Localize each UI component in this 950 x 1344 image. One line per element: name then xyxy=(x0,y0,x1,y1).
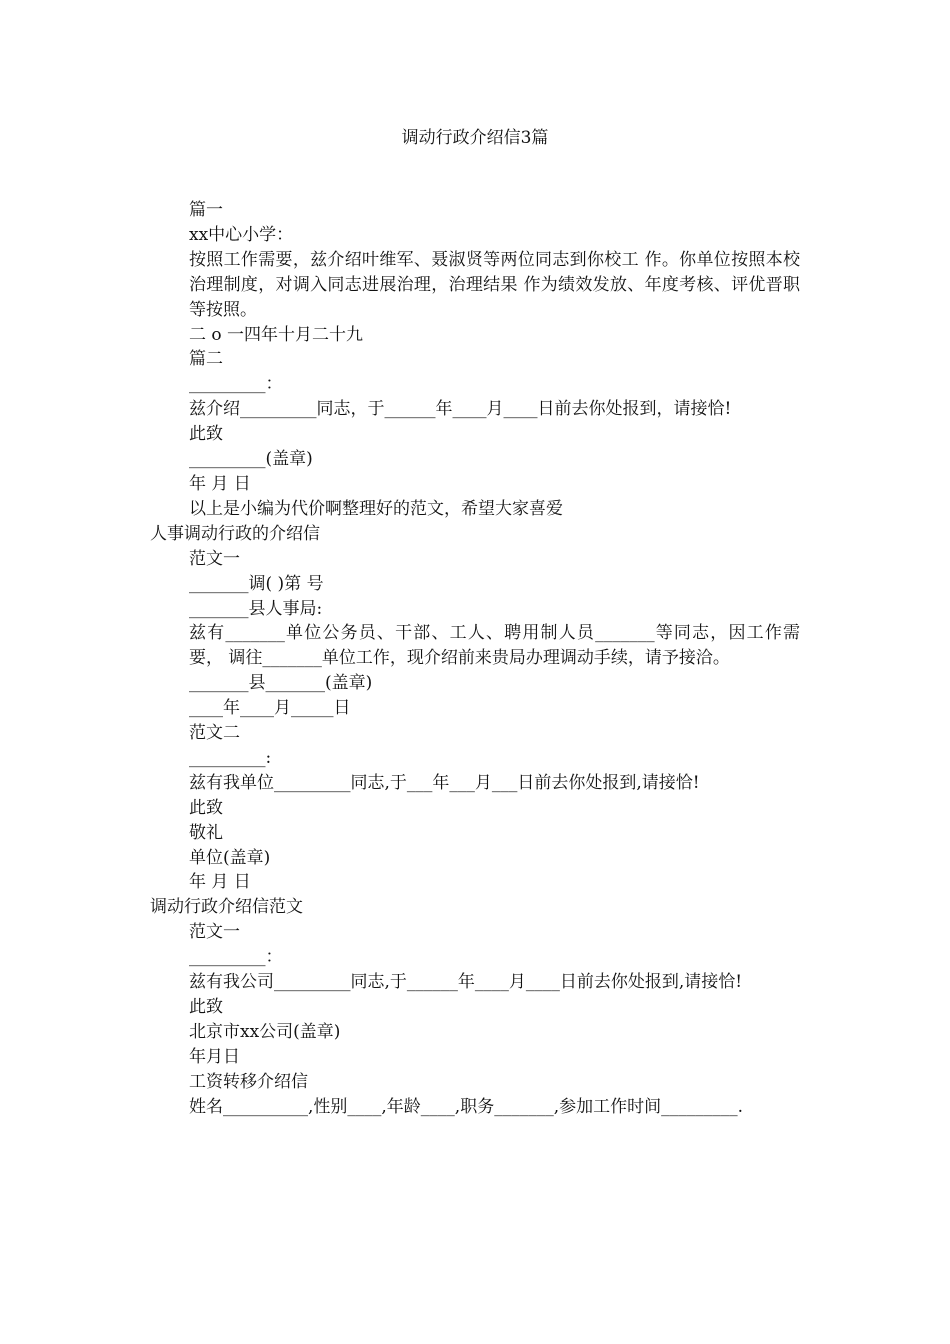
body-paragraph: _________: xyxy=(189,747,272,768)
body-paragraph: 按照工作需要，兹介绍叶维军、聂淑贤等两位同志到你校工 作。你单位按照本校治理制度，对调入同志进展治理，治理结果 作为绩效发放、年度考核、评优晋职等按照。 xyxy=(189,249,800,320)
body-paragraph: 兹有我单位_________同志,于___年___月___日前去你处报到,请接恰! xyxy=(189,772,700,793)
document-title: 调动行政介绍信3篇 xyxy=(401,128,549,148)
body-paragraph: ____年____月_____日 xyxy=(189,698,351,719)
body-paragraph: 范文一 xyxy=(189,922,240,943)
body-paragraph: 范文二 xyxy=(189,723,240,744)
body-paragraph: 此致 xyxy=(189,797,223,818)
body-paragraph: 此致 xyxy=(189,997,223,1017)
body-paragraph: _______县人事局: xyxy=(189,598,323,619)
body-paragraph: 姓名__________,性别____,年龄____,职务_______,参加工作时间_________. xyxy=(189,1096,744,1117)
body-paragraph: 此致 xyxy=(189,424,223,445)
body-paragraph: 兹介绍_________同志，于______年____月____日前去你处报到，请接恰! xyxy=(189,399,732,420)
body-paragraph: 工资转移介绍信 xyxy=(189,1071,308,1092)
body-paragraph: 年 月 日 xyxy=(189,473,251,494)
body-paragraph: 范文一 xyxy=(189,548,240,569)
body-paragraph: _________(盖章) xyxy=(189,449,313,470)
body-paragraph: 敬礼 xyxy=(189,822,223,843)
section-heading: 调动行政介绍信范文 xyxy=(150,897,303,918)
body-paragraph: 单位(盖章) xyxy=(189,847,271,868)
body-paragraph: 北京市xx公司(盖章) xyxy=(189,1021,341,1042)
body-paragraph: 兹有_______单位公务员、干部、工人、聘用制人员_______等同志，因工作需要， 调往_______单位工作，现介绍前来贵局办理调动手续，请予接洽。 xyxy=(189,623,800,669)
body-paragraph: 年月日 xyxy=(189,1046,240,1067)
body-paragraph: 篇二 xyxy=(189,349,223,370)
body-paragraph: 二 o 一四年十月二十九 xyxy=(189,324,364,345)
body-paragraph: 年 月 日 xyxy=(189,872,251,893)
body-paragraph: xx中心小学： xyxy=(189,224,294,245)
body-paragraph: 兹有我公司_________同志,于______年____月____日前去你处报到,请接恰! xyxy=(189,972,743,993)
body-paragraph: 以上是小编为代价啊整理好的范文，希望大家喜爱 xyxy=(189,498,563,519)
body-paragraph: _______县_______(盖章) xyxy=(189,673,373,694)
body-paragraph: _______调( )第 号 xyxy=(189,573,324,594)
section-heading: 人事调动行政的介绍信 xyxy=(150,523,320,544)
body-paragraph: _________： xyxy=(189,374,283,395)
body-paragraph: 篇一 xyxy=(189,200,223,220)
document-body xyxy=(150,198,800,1120)
body-paragraph: _________： xyxy=(189,947,283,968)
